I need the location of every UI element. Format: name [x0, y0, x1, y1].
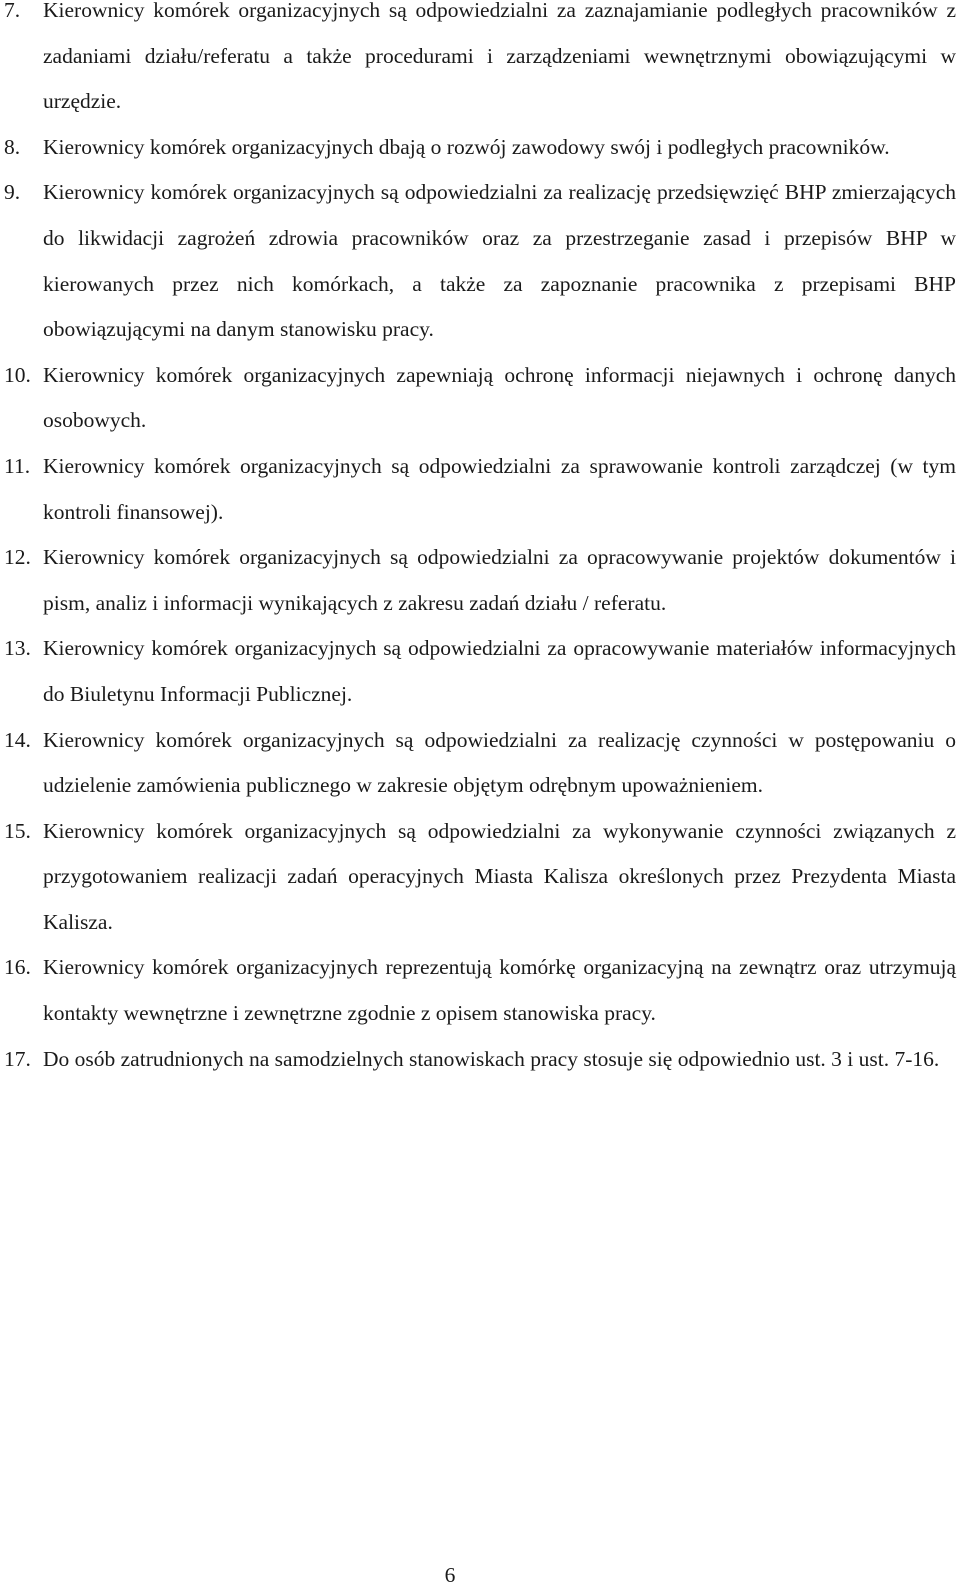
list-item [0, 535, 960, 626]
list-item [0, 0, 960, 125]
list-item [0, 718, 960, 809]
list-item [0, 809, 960, 946]
item-text: Kierownicy komórek organizacyjnych są odpowiedzialni za opracowywanie materiałów informacyjnych do Biuletynu Informacji Publicznej. [43, 636, 956, 706]
list-item [0, 170, 960, 352]
item-text: Kierownicy komórek organizacyjnych są odpowiedzialni za zaznajamianie podległych pracowników z zadaniami działu/referatu a także procedurami i zarządzeniami wewnętrznymi obowiązującymi w urzędzie. [43, 0, 956, 114]
item-text: Kierownicy komórek organizacyjnych reprezentują komórkę organizacyjną na zewnątrz oraz utrzymują kontakty wewnętrzne i zewnętrzne zgodnie z opisem stanowiska pracy. [43, 955, 956, 1026]
item-text: Kierownicy komórek organizacyjnych są odpowiedzialni za wykonywanie czynności związanych z przygotowaniem realizacji zadań operacyjnych Miasta Kalisza określonych przez Prezydenta Miasta Kalisza. [43, 818, 956, 934]
item-number: 15. [4, 818, 31, 843]
item-number: 10. [4, 362, 31, 387]
item-number: 12. [4, 545, 31, 570]
item-number: 14. [4, 727, 31, 752]
list-item [0, 353, 960, 444]
item-text: Do osób zatrudnionych na samodzielnych stanowiskach pracy stosuje się odpowiednio ust. 3 i ust. 7-16. [43, 1046, 940, 1071]
item-number: 11. [4, 453, 31, 478]
item-number: 17. [4, 1046, 31, 1071]
list-item [0, 626, 960, 717]
item-text: Kierownicy komórek organizacyjnych zapewniają ochronę informacji niejawnych i ochronę danych osobowych. [43, 362, 956, 433]
list-item [0, 125, 960, 171]
page-number: 6 [444, 1563, 456, 1587]
list-item [0, 945, 960, 1036]
item-number: 16. [4, 955, 31, 980]
item-number: 8. [4, 134, 21, 159]
item-text: Kierownicy komórek organizacyjnych są odpowiedzialni za realizację przedsięwzięć BHP zmierzających do likwidacji zagrożeń zdrowia pracowników oraz za przestrzeganie zasad i przepisów BHP w kierowanych przez nich komórkach, a także za zapoznanie pracownika z przepisami BHP obowiązującymi na danym stanowisku pracy. [43, 180, 956, 342]
item-text: Kierownicy komórek organizacyjnych są odpowiedzialni za realizację czynności w postępowaniu o udzielenie zamówienia publicznego w zakresie objętym odrębnym upoważnieniem. [43, 727, 956, 798]
list-item [0, 1037, 960, 1083]
item-number: 13. [4, 636, 31, 661]
item-text: Kierownicy komórek organizacyjnych są odpowiedzialni za opracowywanie projektów dokumentów i pism, analiz i informacji wynikających z zakresu zadań działu / referatu. [43, 545, 956, 615]
item-number: 9. [4, 180, 21, 205]
list-item [0, 444, 960, 535]
item-number: 7. [4, 0, 21, 22]
item-text: Kierownicy komórek organizacyjnych są odpowiedzialni za sprawowanie kontroli zarządczej (w tym kontroli finansowej). [43, 453, 956, 524]
item-text: Kierownicy komórek organizacyjnych dbają o rozwój zawodowy swój i podległych pracowników. [43, 134, 890, 159]
